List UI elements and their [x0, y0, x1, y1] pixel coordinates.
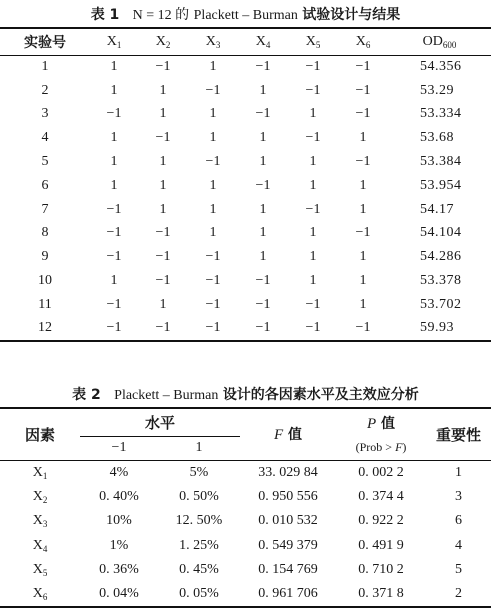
table2-header-f-value: F 值: [273, 427, 303, 444]
run-number-cell: 12: [38, 320, 52, 336]
factor-level-cell: 1: [209, 130, 217, 146]
table2-row: [0, 558, 491, 583]
table1-header-x1: $X_1$: [106, 33, 122, 50]
factor-level-cell: −1: [355, 225, 371, 241]
factor-level-cell: 1: [159, 82, 167, 98]
table1-header-x3: $X_3$: [205, 33, 221, 50]
table2-header-importance: 重要性: [436, 425, 482, 444]
factor-level-cell: −1: [355, 82, 371, 98]
factor-level-cell: −1: [255, 177, 271, 193]
importance-rank-cell: 4: [455, 537, 463, 553]
factor-cell: $X_5$: [32, 562, 48, 579]
table1-row: [0, 103, 491, 127]
importance-rank-cell: 5: [455, 562, 463, 578]
table1-row: [0, 79, 491, 103]
f-value-cell: 0. 950 556: [258, 488, 318, 504]
table1-header-x4: $X_4$: [255, 33, 271, 50]
factor-level-cell: −1: [205, 82, 221, 98]
run-number-cell: 6: [41, 177, 49, 193]
factor-level-cell: 1: [159, 296, 167, 312]
factor-level-cell: −1: [305, 201, 321, 217]
p-value-cell: 0. 374 4: [358, 488, 404, 504]
p-value-cell: 0. 491 9: [358, 537, 404, 553]
factor-level-cell: 1: [159, 177, 167, 193]
importance-rank-cell: 1: [455, 464, 463, 480]
factor-level-cell: 1: [309, 154, 317, 170]
level-high-cell: 1. 25%: [179, 537, 219, 553]
table1-row: [0, 150, 491, 174]
table1-header-x2: $X_2$: [155, 33, 171, 50]
factor-level-cell: −1: [106, 106, 122, 122]
p-value-cell: 0. 922 2: [358, 513, 404, 529]
run-number-cell: 7: [41, 201, 49, 217]
od600-cell: 54.104: [420, 225, 462, 241]
od600-cell: 54.356: [420, 59, 462, 75]
factor-level-cell: −1: [205, 320, 221, 336]
factor-level-cell: 1: [359, 273, 367, 289]
od600-cell: 53.702: [420, 296, 462, 312]
factor-level-cell: −1: [255, 320, 271, 336]
factor-level-cell: 1: [259, 201, 267, 217]
factor-level-cell: −1: [305, 320, 321, 336]
level-high-cell: 5%: [189, 464, 209, 480]
table1-caption-label: 表 1: [90, 7, 120, 23]
factor-level-cell: −1: [255, 296, 271, 312]
factor-level-cell: 1: [110, 82, 118, 98]
run-number-cell: 11: [38, 296, 52, 312]
od600-cell: 53.334: [420, 106, 462, 122]
table2-row: [0, 509, 491, 534]
factor-level-cell: −1: [305, 59, 321, 75]
factor-level-cell: 1: [110, 130, 118, 146]
run-number-cell: 3: [41, 106, 49, 122]
level-low-cell: 10%: [106, 513, 132, 529]
table1-row: [0, 174, 491, 198]
run-number-cell: 2: [41, 82, 49, 98]
level-high-cell: 12. 50%: [175, 513, 223, 529]
importance-rank-cell: 6: [455, 513, 463, 529]
factor-cell: $X_2$: [32, 488, 48, 505]
table2-header-row-1: [0, 408, 491, 436]
factor-level-cell: −1: [155, 59, 171, 75]
factor-cell: $X_1$: [32, 464, 48, 481]
importance-rank-cell: 3: [455, 488, 463, 504]
table1-caption: [0, 4, 491, 24]
factor-level-cell: −1: [255, 273, 271, 289]
level-high-cell: 0. 50%: [179, 488, 219, 504]
factor-level-cell: 1: [359, 177, 367, 193]
factor-level-cell: −1: [155, 273, 171, 289]
table1-caption-tail: 试验设计与结果: [302, 7, 401, 23]
od600-cell: 53.68: [420, 130, 454, 146]
factor-level-cell: −1: [355, 106, 371, 122]
factor-cell: $X_6$: [32, 586, 48, 603]
factor-level-cell: 1: [110, 59, 118, 75]
factor-level-cell: 1: [209, 201, 217, 217]
table1-row: [0, 269, 491, 293]
factor-level-cell: 1: [359, 201, 367, 217]
table2-caption-label: 表 2: [72, 387, 101, 403]
f-value-cell: 0. 154 769: [258, 562, 318, 578]
table1: [0, 27, 491, 342]
table2-body: [0, 460, 491, 607]
table1-row: [0, 198, 491, 222]
od600-cell: 53.378: [420, 273, 462, 289]
run-number-cell: 9: [41, 249, 49, 265]
p-value-cell: 0. 371 8: [358, 586, 404, 602]
factor-level-cell: −1: [355, 59, 371, 75]
run-number-cell: 5: [41, 154, 49, 170]
factor-level-cell: −1: [255, 106, 271, 122]
factor-level-cell: −1: [205, 154, 221, 170]
factor-level-cell: 1: [359, 249, 367, 265]
factor-level-cell: −1: [155, 225, 171, 241]
factor-level-cell: 1: [209, 225, 217, 241]
table1-header-x6: $X_6$: [355, 33, 371, 50]
level-low-cell: 0. 36%: [99, 562, 139, 578]
table2: [0, 407, 491, 608]
factor-level-cell: −1: [106, 320, 122, 336]
factor-level-cell: −1: [205, 249, 221, 265]
od600-cell: 54.286: [420, 249, 462, 265]
factor-level-cell: −1: [155, 130, 171, 146]
factor-cell: $X_4$: [32, 537, 48, 554]
table2-row: [0, 534, 491, 559]
factor-level-cell: 1: [359, 130, 367, 146]
factor-level-cell: 1: [159, 106, 167, 122]
table2-header-p-value: P 值: [366, 415, 396, 432]
table1-row: [0, 126, 491, 150]
table2-header-level: 水平: [80, 408, 240, 436]
factor-level-cell: 1: [209, 59, 217, 75]
level-high-cell: 0. 05%: [179, 586, 219, 602]
factor-level-cell: 1: [309, 106, 317, 122]
f-value-cell: 33. 029 84: [258, 464, 318, 480]
table2-header-level-high: 1: [195, 440, 203, 455]
factor-level-cell: −1: [305, 296, 321, 312]
factor-level-cell: −1: [106, 225, 122, 241]
factor-level-cell: 1: [259, 249, 267, 265]
table1-header-x5: $X_5$: [305, 33, 321, 50]
od600-cell: 53.954: [420, 177, 462, 193]
factor-level-cell: 1: [209, 106, 217, 122]
level-low-cell: 4%: [109, 464, 129, 480]
table1-caption-method: Plackett – Burman: [193, 8, 298, 23]
factor-level-cell: −1: [106, 296, 122, 312]
table2-header-level-low: −1: [111, 440, 127, 455]
factor-level-cell: 1: [309, 225, 317, 241]
factor-level-cell: −1: [255, 59, 271, 75]
od600-cell: 59.93: [420, 320, 454, 336]
f-value-cell: 0. 549 379: [258, 537, 318, 553]
table1-header-row: [0, 28, 491, 55]
run-number-cell: 4: [41, 130, 49, 146]
table2-row: [0, 460, 491, 485]
factor-level-cell: −1: [205, 296, 221, 312]
factor-level-cell: 1: [110, 177, 118, 193]
factor-level-cell: 1: [110, 273, 118, 289]
table2-header-factor: 因素: [24, 425, 55, 444]
factor-level-cell: −1: [155, 320, 171, 336]
factor-level-cell: 1: [259, 154, 267, 170]
factor-level-cell: 1: [259, 82, 267, 98]
table1-row: [0, 222, 491, 246]
table1-row: [0, 317, 491, 341]
factor-level-cell: −1: [106, 249, 122, 265]
factor-level-cell: −1: [355, 154, 371, 170]
table1-row: [0, 245, 491, 269]
table1-header-run: 实验号: [24, 34, 66, 51]
p-value-cell: 0. 002 2: [358, 464, 404, 480]
f-value-cell: 0. 010 532: [258, 513, 318, 529]
level-low-cell: 0. 40%: [99, 488, 139, 504]
factor-level-cell: 1: [259, 130, 267, 146]
table2-caption-tail: 设计的各因素水平及主效应分析: [222, 387, 419, 403]
importance-rank-cell: 2: [455, 586, 463, 602]
factor-level-cell: −1: [305, 130, 321, 146]
factor-level-cell: −1: [155, 249, 171, 265]
factor-level-cell: 1: [309, 177, 317, 193]
run-number-cell: 10: [38, 273, 52, 289]
table2-caption-method: Plackett – Burman: [114, 388, 219, 403]
level-low-cell: 1%: [109, 537, 129, 553]
table1-caption-mid: N = 12 的: [132, 8, 190, 23]
od600-cell: 53.384: [420, 154, 462, 170]
table2-row: [0, 583, 491, 608]
table1-header-od600: $OD_{600}$: [422, 33, 457, 50]
level-low-cell: 0. 04%: [99, 586, 139, 602]
table1-row: [0, 55, 491, 79]
f-value-cell: 0. 961 706: [258, 586, 318, 602]
factor-level-cell: 1: [159, 201, 167, 217]
factor-level-cell: −1: [305, 82, 321, 98]
od600-cell: 54.17: [420, 201, 454, 217]
p-value-cell: 0. 710 2: [358, 562, 404, 578]
factor-level-cell: 1: [359, 296, 367, 312]
factor-level-cell: 1: [259, 225, 267, 241]
table1-body: [0, 55, 491, 341]
factor-cell: $X_3$: [32, 513, 48, 530]
run-number-cell: 1: [41, 59, 49, 75]
run-number-cell: 8: [41, 225, 49, 241]
factor-level-cell: 1: [309, 273, 317, 289]
table2-caption: [0, 384, 491, 404]
factor-level-cell: −1: [205, 273, 221, 289]
factor-level-cell: −1: [355, 320, 371, 336]
factor-level-cell: 1: [309, 249, 317, 265]
od600-cell: 53.29: [420, 82, 454, 98]
factor-level-cell: −1: [106, 201, 122, 217]
level-high-cell: 0. 45%: [179, 562, 219, 578]
table1-row: [0, 293, 491, 317]
factor-level-cell: 1: [110, 154, 118, 170]
table2-header-prob: (Prob > F): [355, 440, 407, 455]
factor-level-cell: 1: [209, 177, 217, 193]
table2-row: [0, 485, 491, 510]
factor-level-cell: 1: [159, 154, 167, 170]
